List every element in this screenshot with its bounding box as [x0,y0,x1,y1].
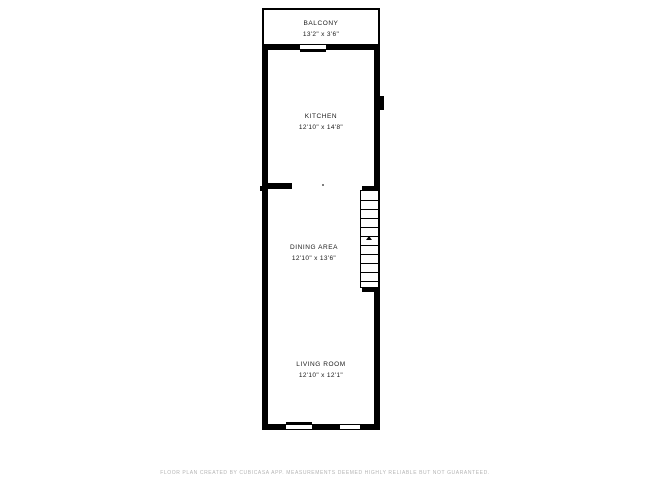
room-label-balcony [262,19,380,40]
stair-tread [361,218,378,219]
stair-tread [361,263,378,264]
kitchen-wall-jog-right [379,96,384,110]
interior-wall-stub-dining-left [262,318,268,332]
stair-tread [361,272,378,273]
room-label-living-room [268,360,374,381]
entry-door-opening [340,425,360,429]
balcony-door-sill [300,50,326,52]
balcony-door-opening [300,45,326,49]
stair-tread [361,209,378,210]
room-name-living-room: LIVING ROOM [296,361,346,368]
front-window-sill [286,422,312,424]
room-dims-balcony: 13'2" x 3'6" [302,31,340,39]
stair-tread [361,227,378,228]
room-dims-kitchen: 12'10" x 14'8" [298,124,344,132]
room-name-dining-area: DINING AREA [290,244,338,251]
stair-tread [361,254,378,255]
exterior-wall-left-jog [260,186,268,191]
interior-wall-stub-stair-bottom [362,288,380,292]
stair-tread [361,200,378,201]
stair-tread [361,245,378,246]
room-label-dining-area [268,243,360,264]
room-label-kitchen [268,112,374,133]
stair-tread [361,281,378,282]
room-dims-dining-area: 12'10" x 13'6" [291,255,337,263]
room-dims-living-room: 12'10" x 12'1" [298,372,344,380]
kitchen-fixture-dot [322,184,324,186]
exterior-wall-bottom [262,424,380,430]
room-name-balcony: BALCONY [303,20,339,27]
front-window-opening [286,425,312,429]
room-name-kitchen: KITCHEN [304,113,338,120]
stair-direction-arrow-icon [366,236,372,240]
interior-wall-stub-left [268,183,292,189]
footer-disclaimer: FLOOR PLAN CREATED BY CUBICASA APP. MEASUREMENTS DEEMED HIGHLY RELIABLE BUT NOT GUARANTEED. [160,470,490,476]
balcony-wall-top [262,8,380,10]
